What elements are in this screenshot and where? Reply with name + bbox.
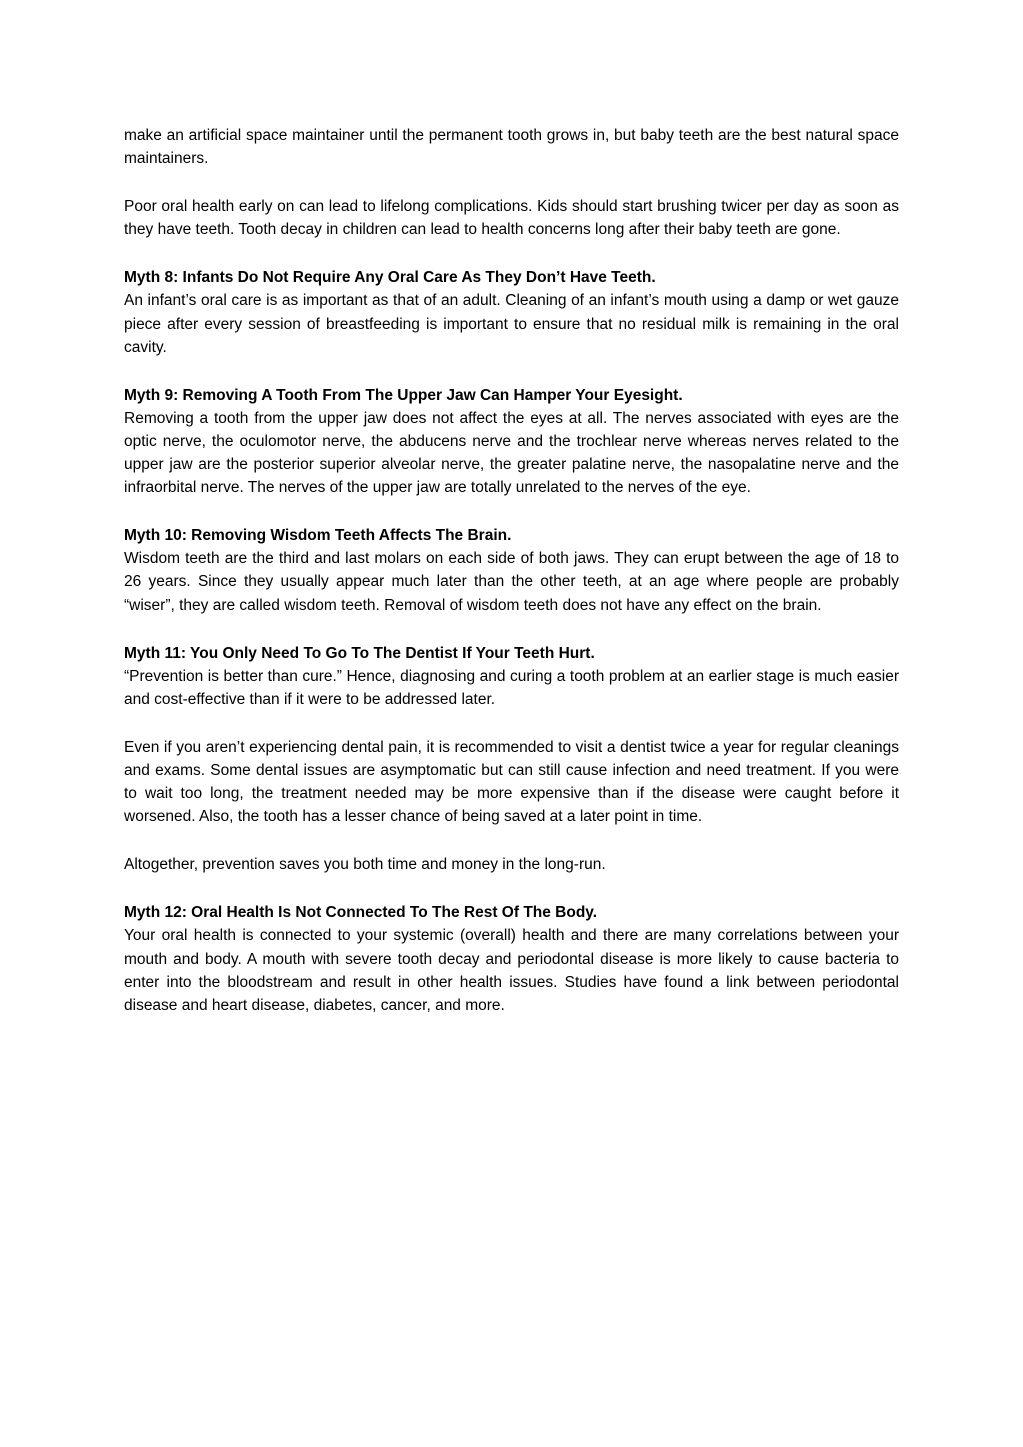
- myth-section-9: [124, 384, 899, 499]
- document-page: [124, 124, 899, 1042]
- myth-heading: Myth 8: Infants Do Not Require Any Oral Care As They Don’t Have Teeth.: [124, 269, 656, 287]
- myth-heading: Myth 12: Oral Health Is Not Connected To The Rest Of The Body.: [124, 904, 598, 922]
- intro-paragraph: make an artificial space maintainer until the permanent tooth grows in, but baby teeth are the best natural space maintainers.: [124, 127, 899, 168]
- myth-heading: Myth 9: Removing A Tooth From The Upper Jaw Can Hamper Your Eyesight.: [124, 386, 683, 404]
- intro-paragraph: Poor oral health early on can lead to lifelong complications. Kids should start brushing twicer per day as soon as they have teeth. Tooth decay in children can lead to health concerns long after their baby teeth are gone.: [124, 198, 899, 239]
- myth-body: “Prevention is better than cure.” Hence, diagnosing and curing a tooth problem at an earlier stage is much easier and cost-effective than if it were to be addressed later.: [124, 667, 899, 708]
- myth-body: Removing a tooth from the upper jaw does not affect the eyes at all. The nerves associated with eyes are the optic nerve, the oculomotor nerve, the abducens nerve and the trochlear nerve whereas nerves related to the upper jaw are the posterior superior alveolar nerve, the greater palatine nerve, the nasopalatine nerve and the infraorbital nerve. The nerves of the upper jaw are totally unrelated to the nerves of the eye.: [124, 409, 899, 497]
- myth-extra-paragraph: Even if you aren’t experiencing dental pain, it is recommended to visit a dentist twice a year for regular cleanings and exams. Some dental issues are asymptomatic but can still cause infection and need treatment. If you were to wait too long, the treatment needed may be more expensive than if the disease were caught before it worsened. Also, the tooth has a lesser chance of being saved at a later point in time.: [124, 738, 899, 826]
- myth-heading: Myth 10: Removing Wisdom Teeth Affects The Brain.: [124, 527, 512, 545]
- myth-section-11: [124, 642, 899, 711]
- myth-extra-paragraph: Altogether, prevention saves you both time and money in the long-run.: [124, 856, 606, 874]
- myth-section-8: [124, 266, 899, 358]
- myth-heading: Myth 11: You Only Need To Go To The Dentist If Your Teeth Hurt.: [124, 644, 595, 662]
- myth-section-12: [124, 901, 899, 1016]
- myth-body: An infant’s oral care is as important as that of an adult. Cleaning of an infant’s mouth using a damp or wet gauze piece after every session of breastfeeding is important to ensure that no residual milk is remaining in the oral cavity.: [124, 292, 899, 356]
- myth-body: Wisdom teeth are the third and last molars on each side of both jaws. They can erupt between the age of 18 to 26 years. Since they usually appear much later than the other teeth, at an age where people are probably “wiser”, they are called wisdom teeth. Removal of wisdom teeth does not have any effect on the brain.: [124, 550, 899, 614]
- myth-body: Your oral health is connected to your systemic (overall) health and there are many correlations between your mouth and body. A mouth with severe tooth decay and periodontal disease is more likely to cause bacteria to enter into the bloodstream and result in other health issues. Studies have found a link between periodontal disease and heart disease, diabetes, cancer, and more.: [124, 927, 899, 1014]
- myth-section-10: [124, 524, 899, 616]
